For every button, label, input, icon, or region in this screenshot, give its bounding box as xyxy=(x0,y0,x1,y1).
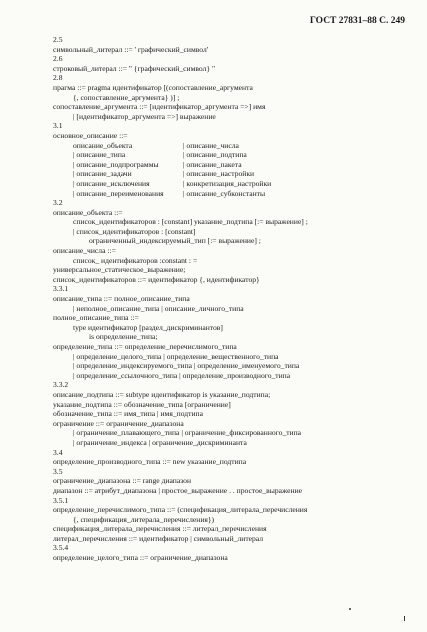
grammar-line: 2.6 xyxy=(53,54,63,64)
grammar-line: | определение_индексируемого_типа | определение_именуемого_типа xyxy=(73,361,300,371)
grammar-line: список_идентификаторов ::= идентификатор {, идентификатор} xyxy=(53,274,260,284)
grid-cell: | описание_задачи xyxy=(73,169,132,179)
section-b xyxy=(53,198,413,563)
grid-cell: | описание_настройки xyxy=(183,169,255,179)
grammar-line: | определение_ссылочного_типа | определение_производного_типа xyxy=(73,370,291,380)
grid-cell: | описание_числа xyxy=(183,140,239,150)
grid-cell: | описание_переименования xyxy=(73,188,164,198)
grid-cell: | описание_пакета xyxy=(183,159,242,169)
grammar-line: определение_производного_типа ::= new указание_подтипа xyxy=(53,457,247,467)
grid-cell: | описание_субконстанты xyxy=(183,188,266,198)
grammar-line: ограничение ::= ограничение_диапазона xyxy=(53,418,184,428)
grid-cell: описание_объекта xyxy=(73,140,133,150)
grammar-line: строковый_литерал ::= " {графический_символ} " xyxy=(53,63,216,73)
grammar-line: спецификация_литерала_перечисления ::= литерал_перечисления xyxy=(53,524,267,534)
grammar-line: полное_описание_типа ::= xyxy=(53,313,139,323)
grammar-line: 3.2 xyxy=(53,198,63,208)
edge-mark xyxy=(404,616,405,621)
grammar-line: универсальное_статическое_выражение; xyxy=(53,265,186,275)
speck-mark xyxy=(349,608,351,610)
grammar-line: 3.5 xyxy=(53,466,63,476)
grid-row xyxy=(53,189,413,199)
declaration-grid xyxy=(53,141,413,199)
grid-row xyxy=(53,150,413,160)
grammar-line: ограничение_диапазона ::= range диапазон xyxy=(53,476,192,486)
grammar-text xyxy=(53,35,413,563)
grammar-line: | ограничение_индекса | ограничение_дискриминанта xyxy=(73,437,247,447)
grammar-line: определение_типа ::= определение_перечислимого_типа xyxy=(53,342,237,351)
grammar-line: указание_подтипа ::= обозначение_типа [ограничение] xyxy=(53,399,231,409)
grammar-line: список_ идентификаторов :constant : = xyxy=(73,255,198,265)
grammar-line: описание_типа ::= полное_описание_типа xyxy=(53,294,190,304)
grammar-line: определение_перечислимого_типа ::= (спецификация_литерала_перечисления xyxy=(53,505,308,515)
grammar-line: {, спецификация_литерала_перечисления}) xyxy=(73,514,215,524)
grammar-line: описание_числа ::= xyxy=(53,246,116,256)
grammar-line: | неполное_описание_типа | описание_личного_типа xyxy=(73,303,244,313)
grammar-line: основное_описание ::= xyxy=(53,130,128,140)
grammar-line: 3.3.1 xyxy=(53,284,69,294)
grammar-line: сопоставление_аргумента ::= [идентификатор_аргумента =>] имя xyxy=(53,102,266,112)
grammar-line: 2.8 xyxy=(53,73,63,83)
grammar-line: 3.5.1 xyxy=(53,495,69,505)
page-header: ГОСТ 27831–88 С. 249 xyxy=(309,16,405,26)
grid-cell: | конкретизация_настройки xyxy=(183,178,272,188)
grammar-line: {, сопоставление_аргумента} )] ; xyxy=(73,92,180,102)
grammar-line: прагма ::= pragma идентификатор [(сопоставление_аргумента xyxy=(53,82,253,92)
grammar-line: литерал_перечисления ::= идентификатор | символьный_литерал xyxy=(53,533,264,543)
grid-cell: | описание_подпрограммы xyxy=(73,159,159,169)
grammar-line: символьный_литерал ::= ' графический_символ' xyxy=(53,44,209,54)
grammar-line: список_идентификаторов : [constant] указание_подтипа [:= выражение] ; xyxy=(73,217,308,227)
grammar-line: 3.5.4 xyxy=(53,543,69,553)
grid-cell: | описание_типа xyxy=(73,150,126,160)
grid-cell: | описание_подтипа xyxy=(183,150,247,160)
grammar-line: | определение_целого_типа | определение_вещественного_типа xyxy=(73,351,279,361)
grammar-line: | ограничение_плавающего_типа | ограничение_фиксированного_типа xyxy=(73,428,302,438)
grammar-line: type идентификатор [раздел_дискриминантов] xyxy=(73,322,223,332)
grammar-line: 3.4 xyxy=(53,447,63,457)
section-a xyxy=(53,35,413,141)
grid-row xyxy=(53,179,413,189)
grammar-line: определение_целого_типа ::= ограничение_диапазона xyxy=(53,553,228,563)
grammar-line: описание_подтипа ::= subtype идентификатор is указание_подтипа; xyxy=(53,389,271,399)
grid-row xyxy=(53,169,413,179)
grammar-line: 2.5 xyxy=(53,35,63,44)
grammar-line: | список_идентификаторов : [constant] xyxy=(73,226,196,236)
grid-row xyxy=(53,160,413,170)
grammar-line: is определение_типа; xyxy=(89,332,158,342)
grammar-line: обозначение_типа ::= имя_типа | имя_подтипа xyxy=(53,409,203,419)
grammar-line: 3.1 xyxy=(53,121,63,131)
grammar-line: 3.3.2 xyxy=(53,380,69,390)
grammar-line: ограниченный_индексируемый_тип [:= выражение] ; xyxy=(89,236,261,246)
grid-row xyxy=(53,141,413,151)
grammar-line: описание_объекта ::= xyxy=(53,207,123,217)
grammar-line: | [идентификатор_аргумента =>] выражение xyxy=(73,111,216,121)
grammar-line: диапазон ::= атрибут_диапазона | простое_выражение . . простое_выражение xyxy=(53,485,303,495)
grid-cell: | описание_исключения xyxy=(73,178,150,188)
